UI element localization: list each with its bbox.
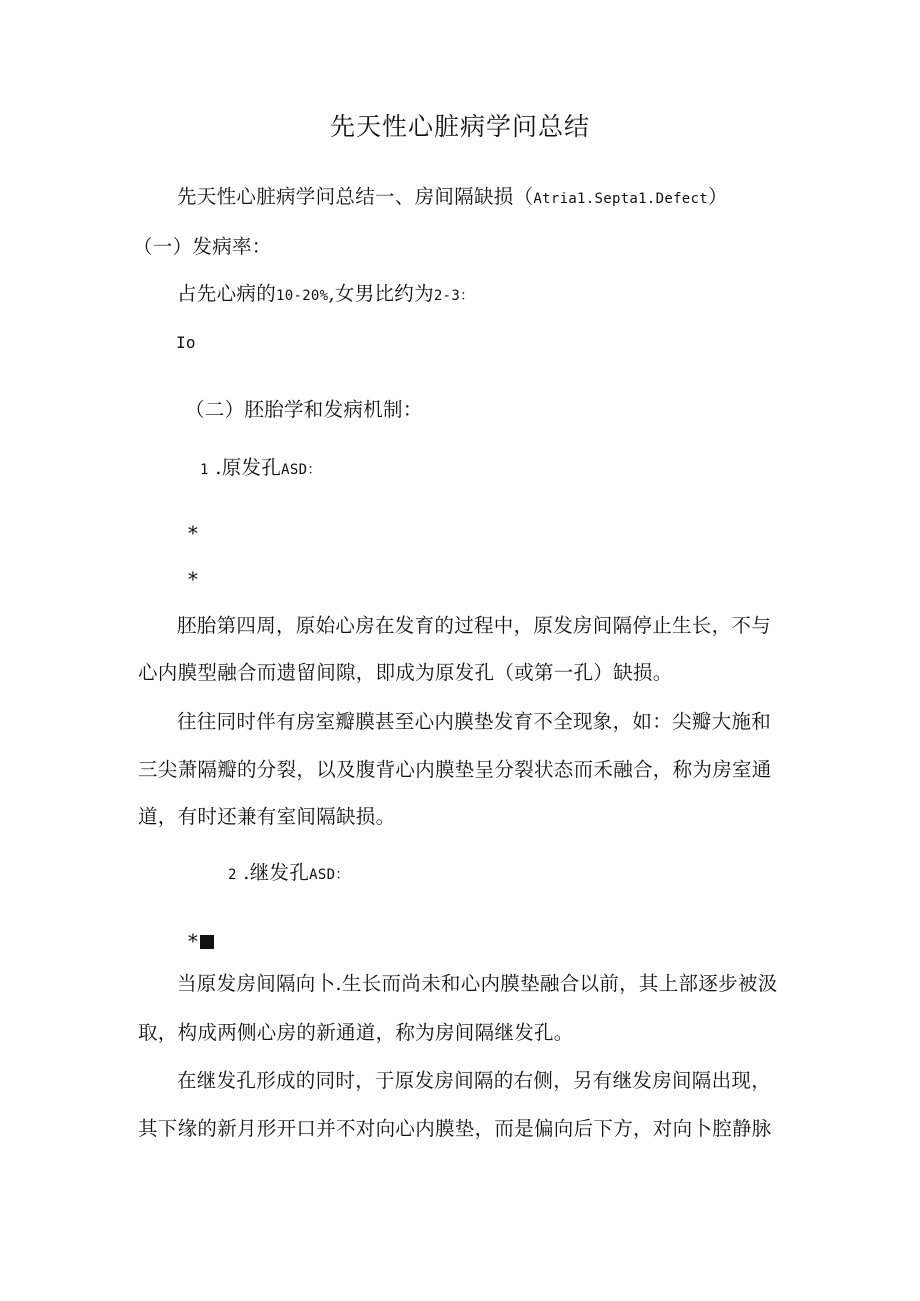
section-2-heading: （二）胚胎学和发病机制： xyxy=(185,398,423,421)
bullet-star-1: * xyxy=(188,522,199,545)
incidence-line xyxy=(177,280,474,310)
paragraph-1-line-1: 胚胎第四周，原始心房在发育的过程中，原发房间隔停止生长，不与 xyxy=(177,614,772,637)
paragraph-2-line-2: 三尖萧隔瓣的分裂，以及腹背心内膜垫呈分裂状态而禾融合，称为房室通 xyxy=(138,758,772,781)
incidence-text-a: 占先心病的 xyxy=(177,282,277,305)
item-1-label: .原发孔 xyxy=(215,456,282,479)
paragraph-1-line-2: 心内膜型融合而遗留间隙，即成为原发孔（或第一孔）缺损。 xyxy=(138,661,673,684)
item-2-label: .继发孔 xyxy=(243,861,310,884)
paragraph-4-line-2: 其下缘的新月形开口并不对向心内膜垫，而是偏向后下方，对向卜腔静脉 xyxy=(138,1117,772,1140)
paragraph-3-line-1: 当原发房间隔向卜.生长而尚未和心内膜垫融合以前，其上部逐步被汲 xyxy=(177,972,778,995)
item-2-abbr: ASD： xyxy=(309,867,350,883)
paragraph-3-line-2: 取，构成两侧心房的新通道，称为房间隔继发孔。 xyxy=(138,1021,574,1044)
intro-line xyxy=(177,183,728,213)
incidence-percent: 10-20% xyxy=(276,288,329,304)
intro-latin: Atria1.Septa1.Defect xyxy=(533,191,708,207)
document-title: 先天性心脏病学问总结 xyxy=(329,112,590,141)
io-text: Io xyxy=(176,333,196,352)
intro-suffix: ） xyxy=(707,185,728,208)
item-1-number: 1 xyxy=(200,462,209,478)
incidence-ratio: 2-3： xyxy=(433,288,475,304)
paragraph-4-line-1: 在继发孔形成的同时，于原发房间隔的右侧，另有继发房间隔出现， xyxy=(177,1069,772,1092)
bullet-star-2: * xyxy=(188,568,199,591)
paragraph-2-line-3: 道，有时还兼有室间隔缺损。 xyxy=(138,805,396,828)
intro-prefix: 先天性心脏病学问总结一、房间隔缺损（ xyxy=(177,185,534,208)
item-2-number: 2 xyxy=(228,867,237,883)
incidence-text-b: ,女男比约为 xyxy=(328,282,434,305)
bullet-star-3: * xyxy=(188,930,199,953)
bullet-star-square xyxy=(188,928,214,956)
item-1-heading xyxy=(200,454,322,484)
item-1-abbr: ASD： xyxy=(281,462,322,478)
section-1-heading: （一）发病率： xyxy=(133,235,272,258)
item-2-heading xyxy=(228,859,350,889)
paragraph-2-line-1: 往往同时伴有房室瓣膜甚至心内膜垫发育不全现象，如：尖瓣大施和 xyxy=(177,710,772,733)
bullet-square-icon xyxy=(200,935,214,949)
